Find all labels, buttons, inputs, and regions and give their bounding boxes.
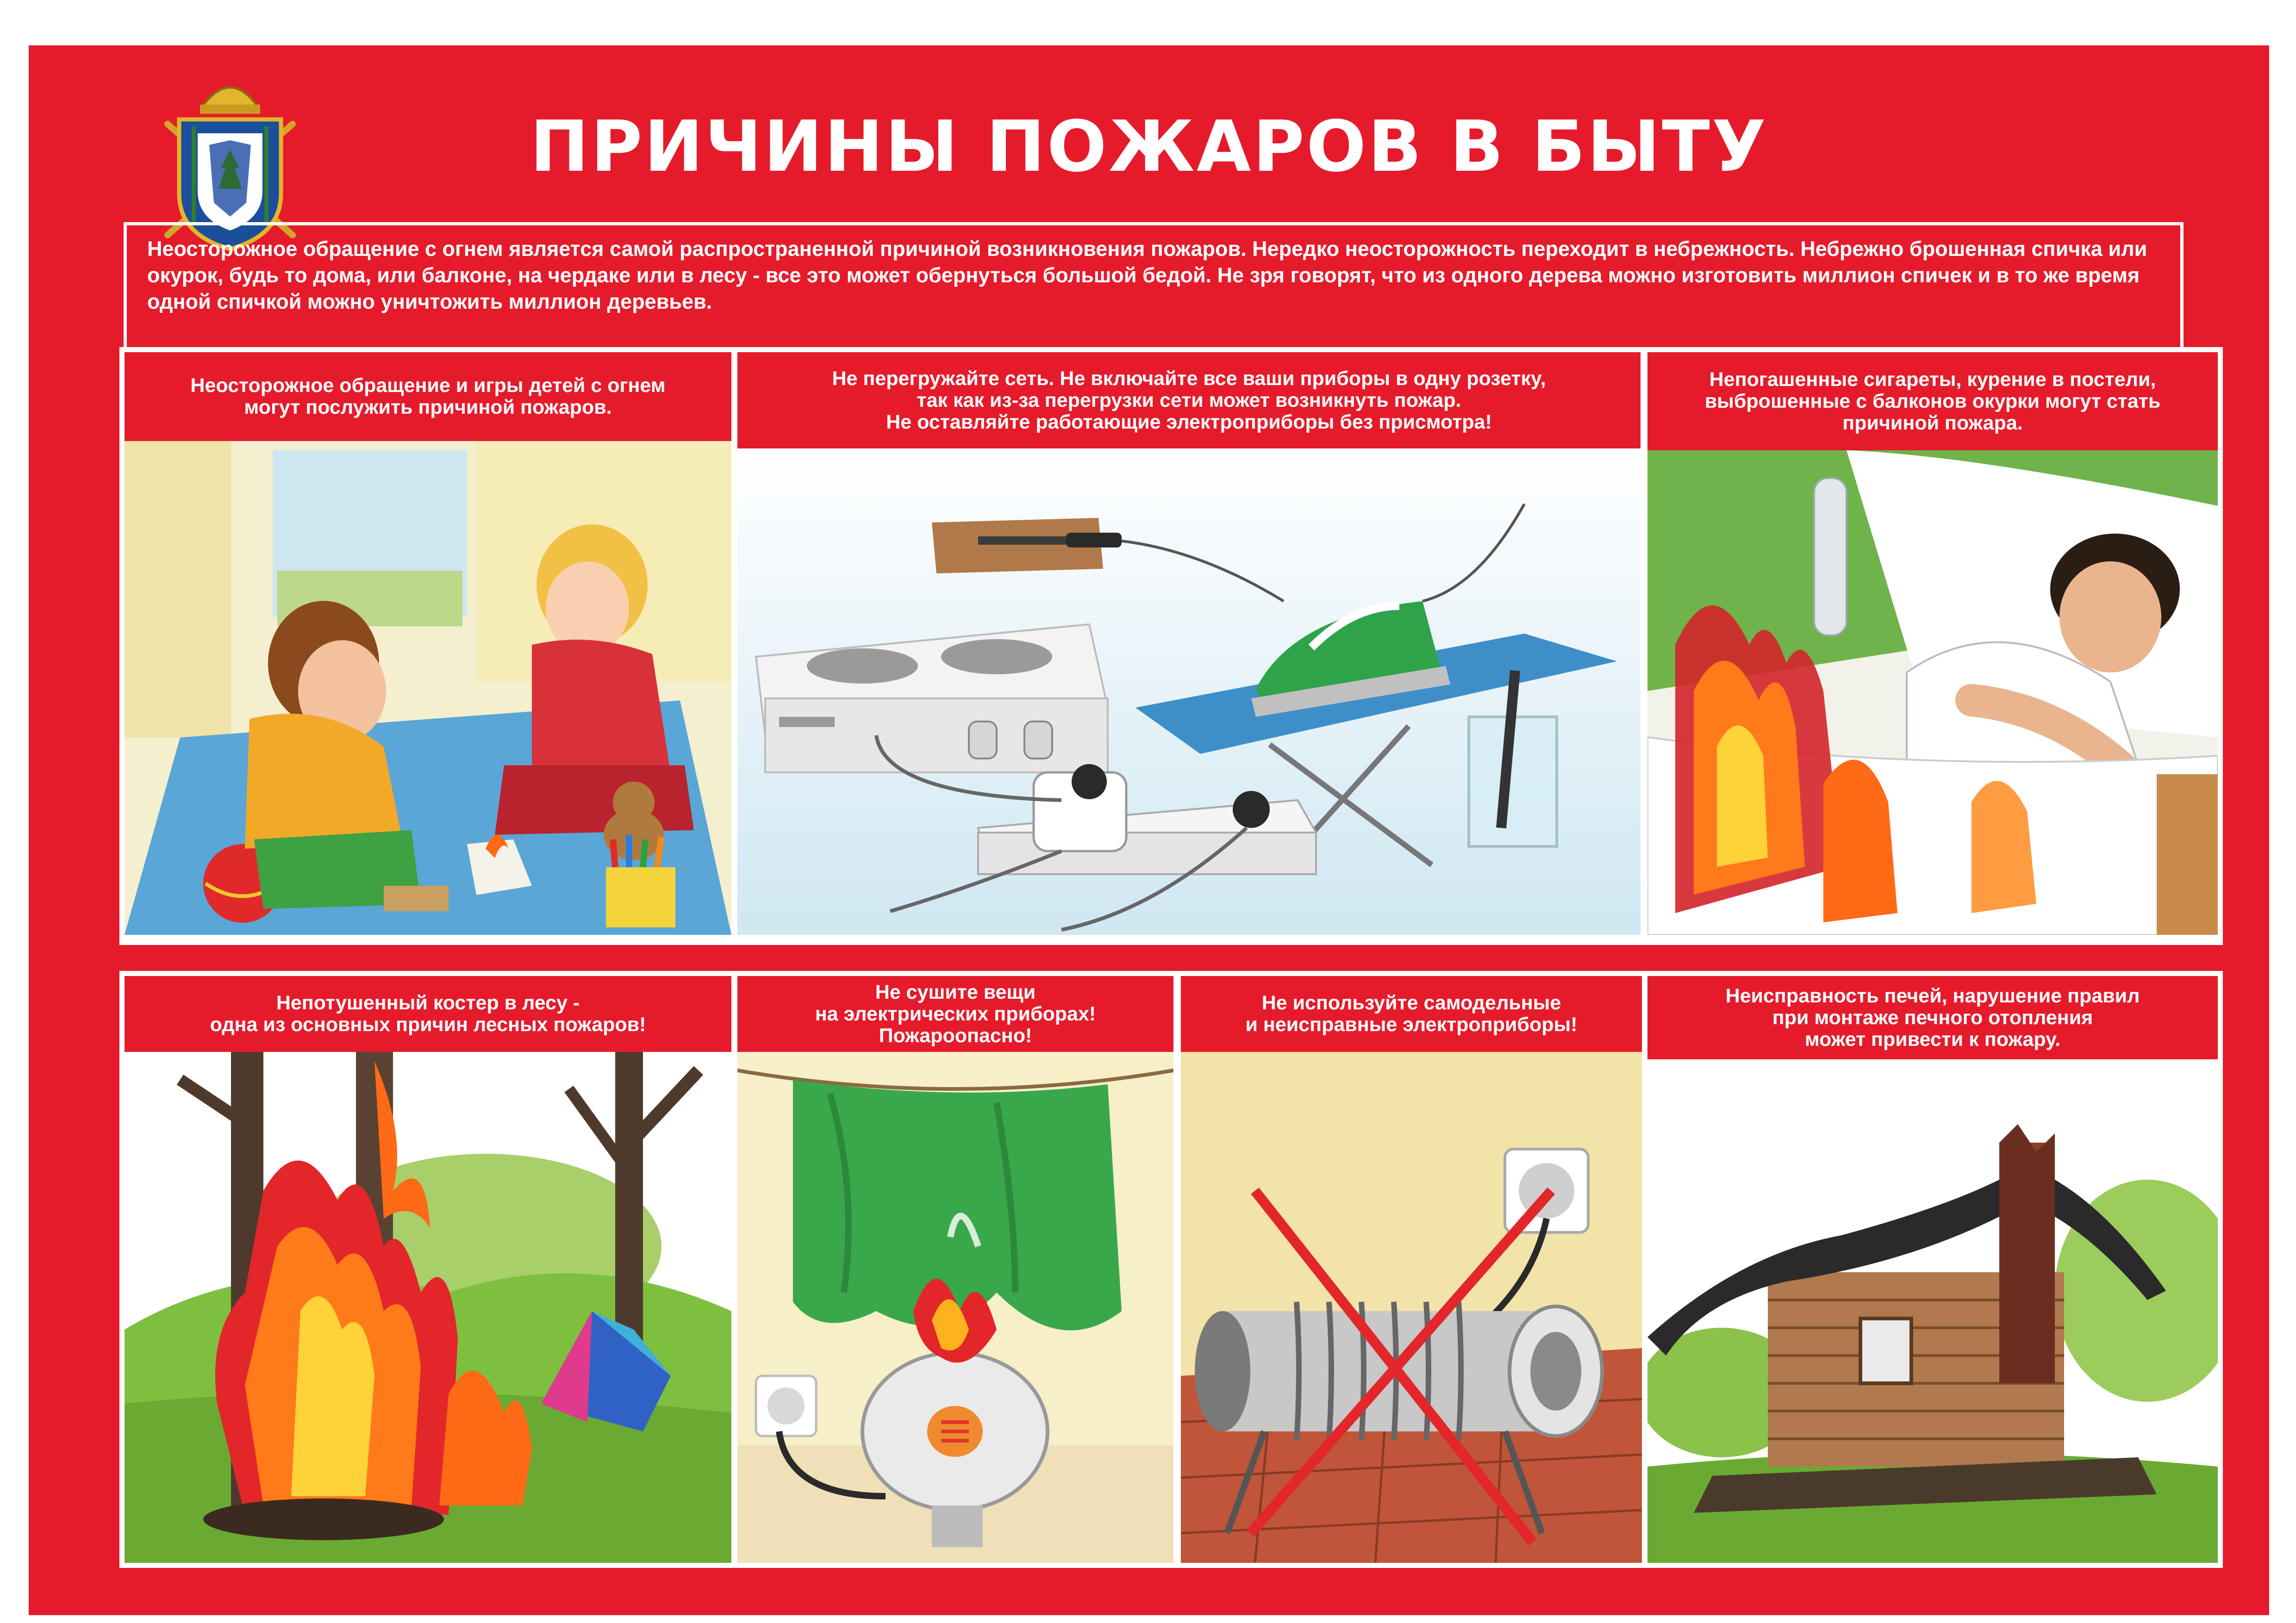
- smoking-in-bed-illustration: [1647, 450, 2218, 935]
- poster: [29, 45, 2269, 1615]
- page-title: ПРИЧИНЫ ПОЖАРОВ В БЫТУ: [530, 106, 1768, 187]
- panel-forest-fire: [119, 971, 736, 1568]
- children-playing-with-matches-illustration: [125, 441, 731, 935]
- panel-overloaded-network: [732, 347, 1646, 945]
- overloaded-power-strip-illustration: [737, 448, 1641, 935]
- panel-caption: Не перегружайте сеть. Не включайте все ваши приборы в одну розетку, так как из-за перегрузки сети может возникнуть пожар. Не оставляйте работающие электроприборы без присмотра!: [737, 352, 1641, 448]
- panel-homemade-appliances: [1176, 971, 1647, 1568]
- panel-caption: Непогашенные сигареты, курение в постели, выброшенные с балконов окурки могут стать причиной пожара.: [1647, 352, 2218, 450]
- panel-caption: Не используйте самодельные и неисправные электроприборы!: [1181, 976, 1642, 1052]
- panel-caption: Неисправность печей, нарушение правил при монтаже печного отопления может привести к пожару.: [1647, 976, 2218, 1059]
- panel-faulty-stove: [1642, 971, 2223, 1568]
- intro-text: Неосторожное обращение с огнем является самой распространенной причиной возникновения пожаров. Нередко неосторожность переходит в небрежность. Небрежно брошенная спичка или окурок, будь то дома, или балконе, на чердаке или в лесу - все это может обернуться большой бедой. Не зря говорят, что из одного дерева можно изготовить миллион спичек и в то же время одной спичкой можно уничтожить миллион деревьев.: [124, 222, 2184, 368]
- panel-smoking: [1642, 347, 2223, 945]
- panel-children-fire: [119, 347, 736, 945]
- forest-fire-illustration: [125, 1052, 731, 1563]
- panel-caption: Непотушенный костер в лесу - одна из основных причин лесных пожаров!: [125, 976, 731, 1052]
- panel-caption: Не сушите вещи на электрических приборах! Пожароопасно!: [737, 976, 1173, 1052]
- panel-drying-clothes: [732, 971, 1179, 1568]
- panel-caption: Неосторожное обращение и игры детей с огнем могут послужить причиной пожаров.: [125, 352, 731, 441]
- burned-house-illustration: [1647, 1059, 2218, 1563]
- homemade-heater-illustration: [1181, 1052, 1642, 1563]
- drying-clothes-on-heater-illustration: [737, 1052, 1173, 1563]
